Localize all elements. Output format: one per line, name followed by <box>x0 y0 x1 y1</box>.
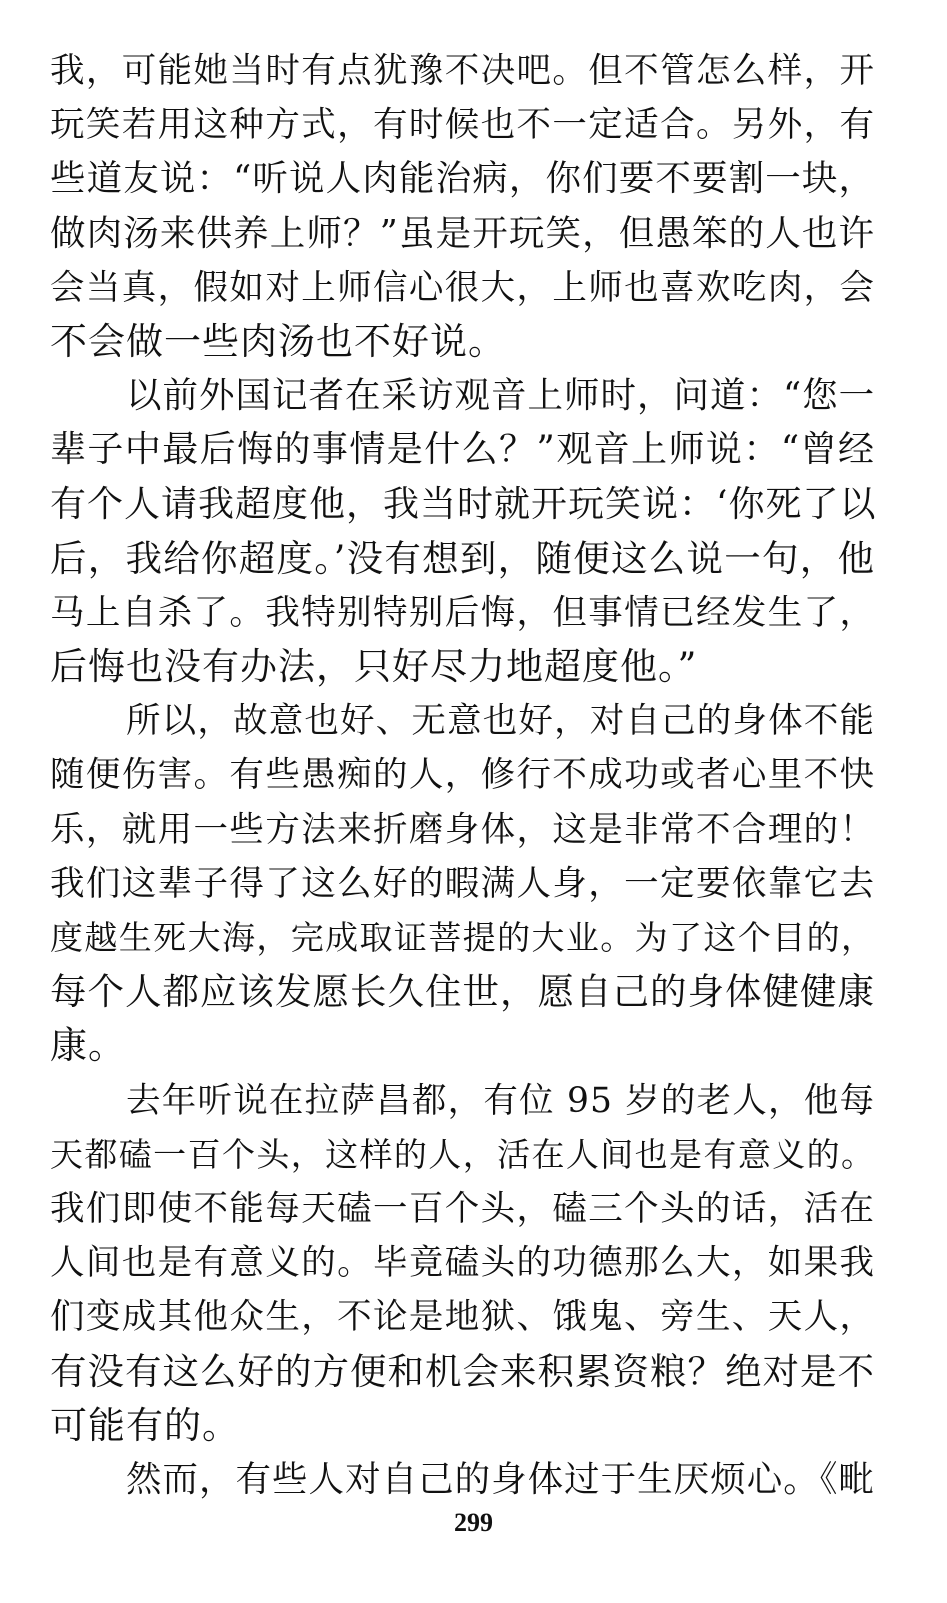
text-line: 乐，就用一些方法来折磨身体，这是非常不合理的！ <box>50 809 875 850</box>
paragraph-first-line: 所以，故意也好、无意也好，对自己的身体不能 <box>126 701 875 742</box>
text-line: 后，我给你超度。’没有想到，随便这么说一句，他 <box>50 536 875 580</box>
text-line: 不会做一些肉汤也不好说。 <box>50 319 506 363</box>
text-line: 后悔也没有办法，只好尽力地超度他。” <box>50 645 698 689</box>
text-line: 我们即使不能每天磕一百个头，磕三个头的话，活在 <box>50 1188 875 1229</box>
page-number: 299 <box>454 1508 493 1537</box>
text-line: 我，可能她当时有点犹豫不决吧。但不管怎么样，开 <box>50 51 875 91</box>
text-line: 马上自杀了。我特别特别后悔，但事情已经发生了， <box>50 592 875 633</box>
text-line: 有个人请我超度他，我当时就开玩笑说：‘你死了以 <box>50 483 877 525</box>
text-line: 们变成其他众生，不论是地狱、饿鬼、旁生、天人， <box>50 1297 875 1338</box>
text-line: 有没有这么好的方便和机会来积累资粮？绝对是不 <box>50 1349 875 1393</box>
page-body <box>50 44 875 1507</box>
paragraph-first-line: 以前外国记者在采访观音上师时，问道：“您一 <box>126 375 876 417</box>
paragraph-first-line: 然而，有些人对自己的身体过于生厌烦心。《毗 <box>126 1458 875 1500</box>
text-line: 每个人都应该发愿长久住世，愿自己的身体健健康 <box>50 970 875 1014</box>
text-line: 会当真，假如对上师信心很大，上师也喜欢吃肉，会 <box>50 267 875 308</box>
text-line: 度越生死大海，完成取证菩提的大业。为了这个目的， <box>50 918 875 957</box>
text-line: 可能有的。 <box>50 1403 240 1447</box>
text-line: 些道友说：“听说人肉能治病，你们要不要割一块， <box>50 158 875 200</box>
paragraph-first-line: 去年听说在拉萨昌都，有位 95 岁的老人，他每 <box>126 1080 875 1121</box>
text-line: 随便伤害。有些愚痴的人，修行不成功或者心里不快 <box>50 755 875 796</box>
text-line: 天都磕一百个头，这样的人，活在人间也是有意义的。 <box>50 1134 875 1174</box>
text-line: 做肉汤来供养上师？”虽是开玩笑，但愚笨的人也许 <box>50 212 875 254</box>
text-line: 辈子中最后悔的事情是什么？”观音上师说：“曾经 <box>50 429 875 471</box>
text-line: 玩笑若用这种方式，有时候也不一定适合。另外，有 <box>50 105 875 146</box>
text-line: 康。 <box>50 1024 126 1068</box>
text-line: 我们这辈子得了这么好的暇满人身，一定要依靠它去 <box>50 863 875 904</box>
text-line: 人间也是有意义的。毕竟磕头的功德那么大，如果我 <box>50 1243 875 1284</box>
